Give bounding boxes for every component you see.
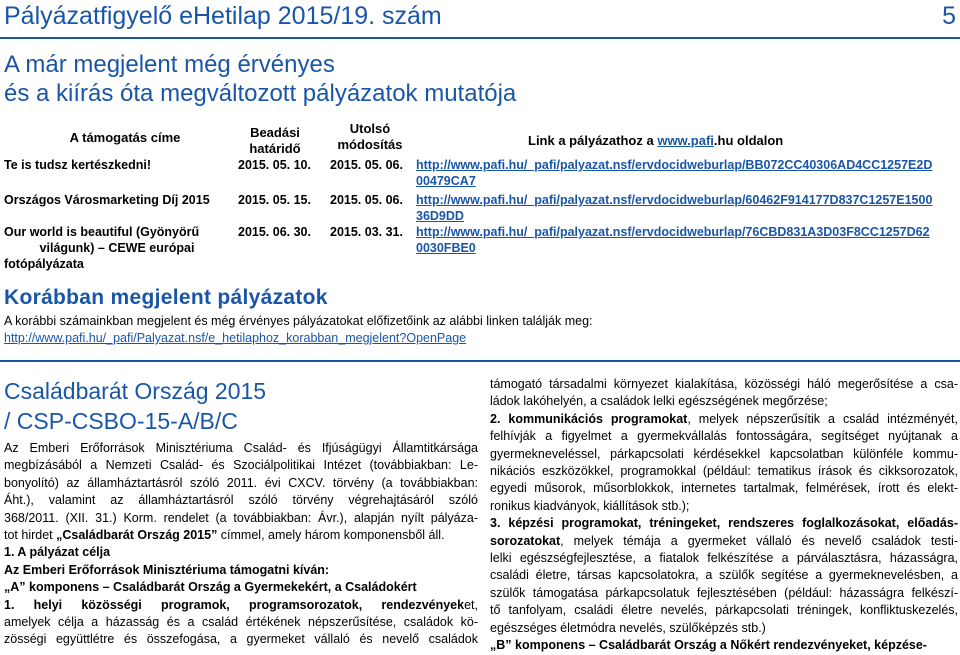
article-p1-line: megbízásából a Nemzeti Család- és Szociálpolitikai Intézet (továbbiakban: Le-: [4, 458, 478, 473]
article-r1-line: ládok lakóhelyén, a családok lelki egészségének megőrzése;: [490, 394, 828, 409]
table-row-1-title: Te is tudsz kertészkedni!: [4, 158, 152, 172]
col-header-link: [528, 133, 858, 149]
table-row-2-deadline: 2015. 05. 15.: [238, 193, 311, 207]
table-row-2-title: Országos Városmarketing Díj 2015: [4, 193, 210, 207]
page-number: 5: [942, 2, 956, 30]
table-row-2-link-l2[interactable]: 36D9DD: [416, 209, 464, 223]
table-row-2-link[interactable]: [416, 192, 932, 224]
article-r2-line: felhívják a figyelmet a gyermekvállalás fontosságára, segítséget nyújtanak a: [490, 429, 958, 444]
table-row-3-title-l1: Our world is beautiful (Gyönyörű: [4, 225, 200, 239]
article-r3-l2: [490, 533, 958, 550]
article-r2-line: gyermekneveléssel, párkapcsolati kérdésekkel kapcsolatban különféle kommu-: [490, 446, 958, 461]
article-r2-line: egyedi műsorok, műsorblokkok, internetes tartalmak, felmérések, írott és elekt-: [490, 481, 958, 496]
header-divider: [0, 37, 960, 39]
article-goal-heading: 1. A pályázat célja: [4, 545, 111, 560]
article-r1-line: támogató társadalmi környezet kialakítása, közösségi háló megerősítése a csa-: [490, 377, 958, 391]
col-header-support-title: A támogatás címe: [69, 130, 181, 145]
article-component-a-heading: „A” komponens – Családbarát Ország a Gyermekekért, a Családokért: [4, 580, 417, 595]
article-r2-line: nikációs eszközökkel, programokkal (például: tematikus írások és cikksorozatok,: [490, 464, 958, 479]
table-row-3-modified: 2015. 03. 31.: [330, 225, 403, 239]
article-p1-last: [4, 527, 478, 544]
article-right-column: [490, 376, 958, 655]
pafi-link[interactable]: pafi: [690, 133, 714, 148]
article-r3-line: lelki egészségfejlesztése, a fiatalok felkészítése a párválasztásra, házasságra,: [490, 551, 958, 566]
article-r2-bold: 2. kommunikációs programokat: [490, 411, 688, 426]
article-r3-l2-rest: , melyek témája a gyermeket vállaló és nevelő családok testi-: [560, 533, 958, 548]
col-header-deadline-l1: Beadási: [250, 125, 300, 140]
col-header-link-prefix: Link a pályázathoz a: [528, 133, 658, 148]
newsletter-title: Pályázatfigyelő eHetilap 2015/19. szám: [4, 2, 442, 30]
section-heading-valid-tenders: [4, 50, 804, 108]
table-row-1-modified: 2015. 05. 06.: [330, 158, 403, 172]
section-heading-earlier-tenders: Korábban megjelent pályázatok: [4, 286, 328, 309]
section-heading-line2: és a kiírás óta megváltozott pályázatok mutatója: [4, 80, 517, 107]
section-heading-line1: A már megjelent még érvényes: [4, 51, 335, 78]
article-p1-line: 368/2011. (XII. 31.) Korm. rendelet (a továbbiakban: Ávr.), alapján nyílt pályáza-: [4, 510, 478, 525]
article-r3-line: tő tanfolyam, családi életre nevelés, párkapcsolati tréningek, konfliktuskezelés,: [490, 603, 958, 618]
col-header-deadline: [240, 125, 310, 157]
article-r3-line: családi életre, társas kapcsolatokra, a szülők segítése a gyermeknevelésben, a: [490, 568, 958, 583]
article-r3-line: szülők támogatása párkapcsolatuk fejlesztésében (például: házasságra felkészí-: [490, 585, 958, 600]
table-row-3-link-l2[interactable]: 0030FBE0: [416, 241, 476, 255]
article-p1-line: Az Emberi Erőforrások Minisztériuma Család- és Ifjúságügyi Államtitkársága: [4, 441, 478, 455]
article-p2-first-bold: 1. helyi közösségi programok, programsorozatok, rendezvények: [4, 597, 465, 612]
col-header-modified: [320, 121, 420, 153]
article-p1-last-post: címmel, amely három komponensből áll.: [217, 528, 445, 543]
article-p1-line: bonyolító) az államháztartásról szóló 2011. évi CXCV. törvény (a továbbiakban:: [4, 475, 478, 490]
article-r3-bold-l2: sorozatokat: [490, 533, 561, 548]
article-component-b-heading: „B” komponens – Családbarát Ország a Nőkért rendezvényeket, képzése-: [490, 638, 927, 653]
article-p2-first-rest: et,: [464, 597, 478, 612]
table-row-3-link-l1[interactable]: http://www.pafi.hu/_pafi/palyazat.nsf/ervdocidweburlap/76CBD831A3D03F8CC1257D62: [416, 225, 930, 239]
table-row-3-deadline: 2015. 06. 30.: [238, 225, 311, 239]
article-support-heading: Az Emberi Erőforrások Minisztériuma támogatni kíván:: [4, 562, 330, 577]
article-p2-line: amelyek célja a házasság és a család értékének népszerűsítése, családok kö-: [4, 615, 478, 630]
col-header-modified-l1: Utolsó: [349, 121, 391, 136]
article-p1-line: Áht.), valamint az államháztartásról szóló törvény végrehajtásáról szóló: [4, 493, 478, 508]
table-row-3-title-l3: fotópályázata: [4, 257, 84, 271]
col-header-deadline-l2: határidő: [249, 141, 301, 156]
article-p2-line: zösségi együttlétre és összefogása, a gyermeket vállaló és nevelő családok: [4, 632, 478, 647]
pafi-www-link[interactable]: www.: [657, 133, 691, 148]
table-row-1-link-l2[interactable]: 00479CA7: [416, 174, 476, 188]
table-row-3-title: [4, 224, 230, 272]
table-row-3-title-l2: világunk) – CEWE európai: [39, 241, 195, 255]
table-row-3-link[interactable]: [416, 224, 930, 256]
table-row-1-link-l1[interactable]: http://www.pafi.hu/_pafi/palyazat.nsf/ervdocidweburlap/BB072CC40306AD4CC1257E2D: [416, 158, 933, 172]
table-row-1-deadline: 2015. 05. 10.: [238, 158, 311, 172]
article-r3-line: egészséges életmódra nevelés, szülőképzés stb.): [490, 620, 766, 635]
article-r2-line: ronikus kiadványok, kiállítások stb.);: [490, 498, 690, 513]
article-p1-last-pre: tot hirdet: [4, 528, 57, 543]
article-p1-last-bold: „Családbarát Ország 2015”: [56, 528, 218, 543]
table-row-2-link-l1[interactable]: http://www.pafi.hu/_pafi/palyazat.nsf/ervdocidweburlap/60462F914177D837C1257E1500: [416, 193, 933, 207]
earlier-tenders-text: A korábbi számainkban megjelent és még érvényes pályázatokat előfizetőink az alábbi linken találják meg:: [4, 314, 593, 328]
article-title-l1: Családbarát Ország 2015: [4, 378, 267, 404]
section-divider: [0, 360, 960, 362]
article-title-l2: / CSP-CSBO-15-A/B/C: [4, 408, 238, 434]
article-r3-bold-l1: 3. képzési programokat, tréningeket, rendszeres foglalkozásokat, előadás-: [490, 516, 958, 531]
article-p2-first: [4, 597, 478, 614]
col-header-modified-l2: módosítás: [337, 137, 403, 152]
earlier-tenders-link[interactable]: [4, 330, 466, 347]
page-header: [4, 2, 956, 36]
article-left-column: [4, 376, 478, 649]
table-row-1-link[interactable]: [416, 157, 932, 189]
article-r2-first: [490, 411, 958, 428]
article-r2-rest: , melyek népszerűsítik a család intézményét,: [687, 411, 958, 426]
col-header-link-suffix: .hu oldalon: [713, 133, 784, 148]
table-row-2-modified: 2015. 05. 06.: [330, 193, 403, 207]
earlier-tenders-url[interactable]: http://www.pafi.hu/_pafi/Palyazat.nsf/e_hetilaphoz_korabban_megjelent?OpenPage: [4, 331, 467, 345]
